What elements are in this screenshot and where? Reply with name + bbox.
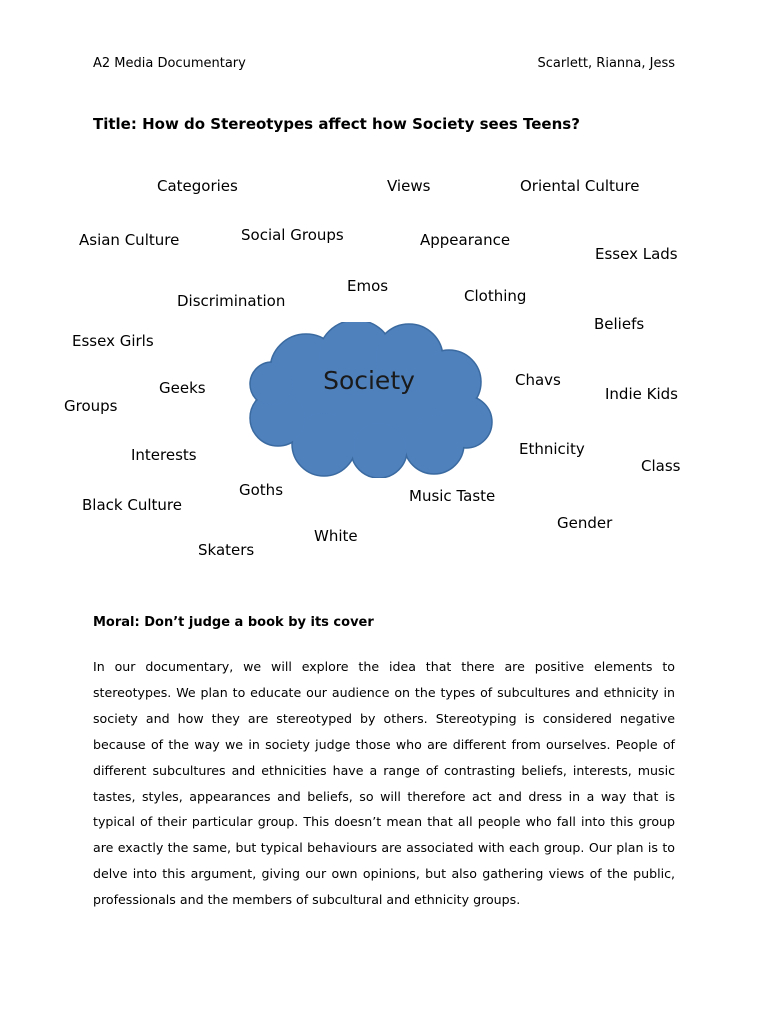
word-indie-kids: Indie Kids (605, 385, 678, 403)
header-right: Scarlett, Rianna, Jess (537, 56, 675, 71)
word-views: Views (387, 177, 431, 195)
word-asian-culture: Asian Culture (79, 231, 180, 249)
word-beliefs: Beliefs (594, 315, 645, 333)
word-social-groups: Social Groups (241, 226, 344, 244)
society-cloud-shape (244, 322, 494, 478)
society-label: Society (323, 366, 415, 395)
word-white: White (314, 527, 358, 545)
word-emos: Emos (347, 277, 389, 295)
word-ethnicity: Ethnicity (519, 440, 585, 458)
word-clothing: Clothing (464, 287, 527, 305)
word-interests: Interests (131, 446, 197, 464)
word-essex-lads: Essex Lads (595, 245, 678, 263)
word-black-culture: Black Culture (82, 496, 182, 514)
body-paragraph: In our documentary, we will explore the idea that there are positive elements to stereotypes. We plan to educate our audience on the types of subcultures and ethnicity in society and how they are stereotyped by others. Stereotyping is considered negative because of the way we in society judge those who are different from ourselves. People of different subcultures and ethnicities have a range of contrasting beliefs, interests, music tastes, styles, appearances and beliefs, so will therefore act and dress in a way that is typical of their particular group. This doesn’t mean that all people who fall into this group are exactly the same, but typical behaviours are associated with each group. Our plan is to delve into this argument, giving our own opinions, but also gathering views of the public, professionals and the members of subcultural and ethnicity groups. (93, 659, 675, 908)
word-geeks: Geeks (159, 379, 206, 397)
word-class: Class (641, 457, 681, 475)
word-skaters: Skaters (198, 541, 255, 559)
word-music-taste: Music Taste (409, 487, 496, 505)
word-oriental-culture: Oriental Culture (520, 177, 640, 195)
moral-heading: Moral: Don’t judge a book by its cover (93, 615, 374, 630)
header-left: A2 Media Documentary (93, 56, 246, 71)
word-gender: Gender (557, 514, 613, 532)
word-groups: Groups (64, 397, 118, 415)
word-categories: Categories (157, 177, 238, 195)
word-essex-girls: Essex Girls (72, 332, 154, 350)
word-appearance: Appearance (420, 231, 511, 249)
page-title: Title: How do Stereotypes affect how Society sees Teens? (93, 115, 580, 133)
word-discrimination: Discrimination (177, 292, 286, 310)
word-chavs: Chavs (515, 371, 561, 389)
word-goths: Goths (239, 481, 284, 499)
cloud-inner-fill (251, 322, 491, 477)
